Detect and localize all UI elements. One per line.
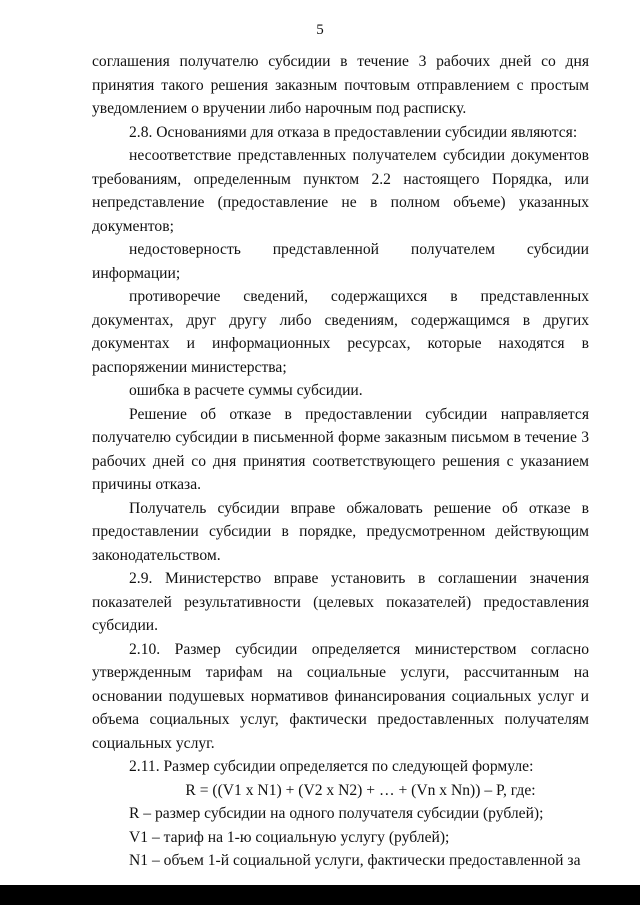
page-number: 5 [316,22,324,38]
paragraph: Получатель субсидии вправе обжаловать решение об отказе в предоставлении субсидии в порядке, предусмотренном действующим законодательством. [92,499,589,564]
paragraph: соглашения получателю субсидии в течение 3 рабочих дней со дня принятия такого решения заказным почтовым отправлением с простым уведомлением о вручении либо нарочным под расписку. [92,53,589,117]
clause-heading-2-8: 2.8. Основаниями для отказа в предоставлении субсидии являются: [129,123,578,141]
clause-2-11: 2.11. Размер субсидии определяется по следующей формуле: [129,758,534,775]
document-body [92,50,589,873]
definition-v1: V1 – тариф на 1-ю социальную услугу (рублей); [129,828,450,846]
definition-n1: N1 – объем 1-й социальной услуги, фактически предоставленной за [129,852,581,869]
paragraph: Решение об отказе в предоставлении субсидии направляется получателю субсидии в письменной форме заказным письмом в течение 3 рабочих дней со дня принятия соответствующего решения с указанием причины отказа. [92,405,589,493]
scan-edge-bar [0,885,640,905]
paragraph: ошибка в расчете суммы субсидии. [129,382,363,399]
paragraph: противоречие сведений, содержащихся в представленных документах, друг другу либо сведениям, содержащимся в других документах и информационных ресурсах, которые находятся в распоряжении министерства; [92,288,589,376]
paragraph: недостоверность представленной получателем субсидии информации; [92,241,589,282]
formula: R = ((V1 x N1) + (V2 x N2) + … + (Vn x Nn)) – P, где: [185,781,536,799]
definition-r: R – размер субсидии на одного получателя субсидии (рублей); [129,805,544,822]
clause-2-10: 2.10. Размер субсидии определяется министерством согласно утвержденным тарифам на социальные услуги, рассчитанным на основании подушевых нормативов финансирования социальных услуг и объема социальных услуг, фактически предоставленных получателям социальных услуг. [92,640,589,752]
paragraph: несоответствие представленных получателем субсидии документов требованиям, определенным пунктом 2.2 настоящего Порядка, или непредставление (предоставление не в полном объеме) указанных документов; [92,147,589,235]
clause-2-9: 2.9. Министерство вправе установить в соглашении значения показателей результативности (целевых показателей) предоставления субсидии. [92,570,589,634]
